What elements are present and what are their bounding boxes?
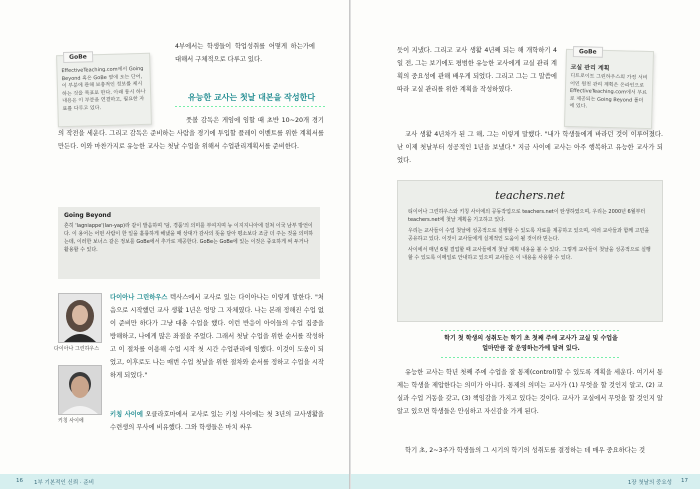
gobe-note-right-body: 디트로이트 그린하우스의 가정 서비어인 원천 관리 계획은 온라인으로 EffectiveTeaching.com에서 무료로 제공되는 Going Beyond 폴더에 있다.: [569, 72, 648, 110]
gobe-note-right: [564, 49, 654, 129]
right-paragraph-four: 학기 초, 2~3주가 학생들의 그 시기의 학기의 성취도를 결정하는 데 매우 중요하다는 것: [405, 447, 646, 454]
gobe-note-right-content: [565, 50, 653, 116]
box-body: 흔히 'lagniappe'(lan-yap)라 같이 발음하며 '덤, 경품'의 의미를 부여지며 뉴 이지지니아에 걸쳐 이국 남부 방언이다. 이 용어는 어떤 사람이 한 일을 훌륭하게 해냈을 때 상대가 감사의 뜻을 담아 평소보다 조금 더 주는 것을 의미하는데, 이러한 보너스 같은 정보를 GoBe에서 추가로 제공한다. GoBe는 GoBe에 있는 이것은 중요하게 써 두거나 활용할 수 있다.: [64, 223, 314, 253]
teachers-net-box: [397, 180, 663, 322]
kitching-paragraph: 오클라호마에서 교사로 있는 키칭 사이에는 첫 3년의 교사생활을 수련생의 무사에 비유했다. 그와 학생들은 마치 싸우: [110, 411, 324, 431]
photo-caption-diana: 다이아나 그린하우스: [54, 346, 100, 352]
teachers-net-body-1: 티이어나 그린하우스와 키칭 사이에의 공동작업으로 teachers.net이 탄생하였으며, 우리는 2000년 6월부터 teachers.net에 첫날 계획을 기고하고 있다.: [408, 209, 646, 223]
right-paragraph-three: 유능한 교사는 학년 첫째 주에 수업을 잘 통제(control)할 수 있도록 계획을 세운다. 여기서 통제는 학생을 제압한다는 의미가 아니다. 통제의 의미는 교사가 (1) 무엇을 할 것인지 알고, (2) 교실과 수업 거동을 갖고, (3) 책임감을 가지고 있다는 것이다. 교사가 교실에서 무엇을 할 것인지 알 알고 있으면 학생들은 안심하고 자신감을 가게 된다.: [397, 369, 664, 415]
person-name-kitching: 키칭 사이에: [110, 411, 143, 418]
gobe-tag: GoBe: [63, 51, 93, 63]
diana-text: [110, 291, 324, 382]
footer-left: [0, 474, 349, 489]
portrait-icon: [59, 366, 101, 414]
teachers-net-body-3: 사이에서 매년 6월 결업할 때 교사들에게 첫날 계획 내용을 볼 수 있다. 그렇게 교사들이 첫날을 성공적으로 실행할 수 있도록 이메일로 안내하고 있으며 교사들은 이 내용을 사용할 수 있다.: [408, 247, 651, 261]
right-paragraph-one: 듯이 지냈다. 그리고 교사 생활 4년째 되는 해 개학하기 4일 전, 그는 보기에도 평범한 유능한 교사에게 교실 관리 계획의 중요성에 관해 배우게 되었다. 그리고 그는 그 말씀에 따라 교실 관리를 위한 계획을 작성하였다.: [397, 47, 557, 93]
diana-paragraph: 텍사스에서 교사로 있는 다이아나는 이렇게 말한다. "처음으로 시작했던 교사 생활 1년은 엉망 그 자체였다. 나는 본래 정해진 수업 없이 준비만 하다가 그냥 대충 수업을 했다. 이런 반응이 아이들의 수업 집중을 방해하고, 나에게 많은 좌절을 주었다. 그래서 첫날 수업을 위한 순서를 작성하고 이 절차를 이용해 수업 시작 첫 시간 수업관리에 임했다. 이것이 도움이 되었고, 이후로도 나는 매번 수업 첫날을 위한 절차와 순서를 정하고 수업을 시작하게 되었다.": [110, 294, 324, 379]
left-page: [0, 0, 349, 489]
photo-caption-kitching: 키칭 사이에: [58, 418, 84, 424]
quote-block: [441, 330, 621, 358]
teachers-net-body-2: 우리는 교사들이 수업 첫날에 성공적으로 실행할 수 있도록 자료를 제공하고 있으며, 여러 교사들과 함께 고민을 공유하고 있다. 이것이 교사들에게 실제적인 도움이 될 것이라 믿는다.: [408, 228, 650, 242]
right-page: [351, 0, 700, 489]
footer-right: [351, 474, 700, 489]
intro-text: 4부에서는 학생들이 학업성취를 어떻게 하는가에 대해서 구체적으로 다루고 있다.: [175, 43, 315, 63]
kitching-text: [110, 408, 324, 434]
gobe-note-title: 코실 관리 계획: [570, 63, 610, 73]
photo-kitching: [58, 365, 102, 415]
gobe-note-body: EffectiveTeaching.com에서 Going Beyond 혹은 GoBe 옆에 오는 단어, 이 부분에 관해 보충적인 정보를 제시하는 것을 목표로 한다. 아래 동시 하나 내용은 이 부분을 연결하고, 필요한 자료를 다루고 있다.: [61, 65, 146, 112]
box-title: Going Beyond: [64, 212, 112, 219]
page-number-left: 16: [16, 478, 23, 484]
page-number-right: 17: [681, 478, 688, 484]
quote-divider-bottom: [441, 357, 621, 358]
footer-section-left: 1부 기본적인 신뢰 · 준비: [34, 480, 95, 486]
photo-diana: [58, 293, 102, 343]
quote-text: 학기 첫 학생의 성취도는 학기 초 첫째 주에 교사가 교실 및 수업을 얼마만큼 잘 운영하는가에 달려 있다.: [444, 335, 618, 352]
section-heading: 유능한 교사는 첫날 대본을 작성한다: [188, 93, 316, 102]
going-beyond-box: [58, 207, 320, 279]
teachers-net-logo: teachers.net: [495, 189, 565, 202]
footer-section-right: 1장 첫날의 중요성: [627, 480, 672, 486]
quote-divider-top: [441, 330, 621, 331]
portrait-icon: [59, 294, 101, 342]
heading-divider: [175, 106, 325, 107]
right-paragraph-two: 교사 생활 4년차가 된 그 해, 그는 이렇게 말했다. "내가 학생들에게 바라던 것이 이루어졌다. 난 이제 첫날부터 성공적인 1년을 보냈다." 지금 사이에 교사는 아주 행복하고 유능한 교사가 되었다.: [397, 131, 663, 164]
gobe-tag-right: GoBe: [573, 46, 603, 58]
paragraph-one: 풋볼 감독은 게임에 임할 때 초반 10~20개 경기의 작전을 세운다. 그리고 감독은 준비하는 사람을 경기에 투입할 플레이 이벤트를 위한 계획서를 만든다. 이와 마찬가지로 유능한 교사는 첫날 수업을 위해서 수업관리계획서를 준비한다.: [58, 117, 324, 150]
person-name-diana: 다이아나 그린하우스: [110, 294, 168, 301]
